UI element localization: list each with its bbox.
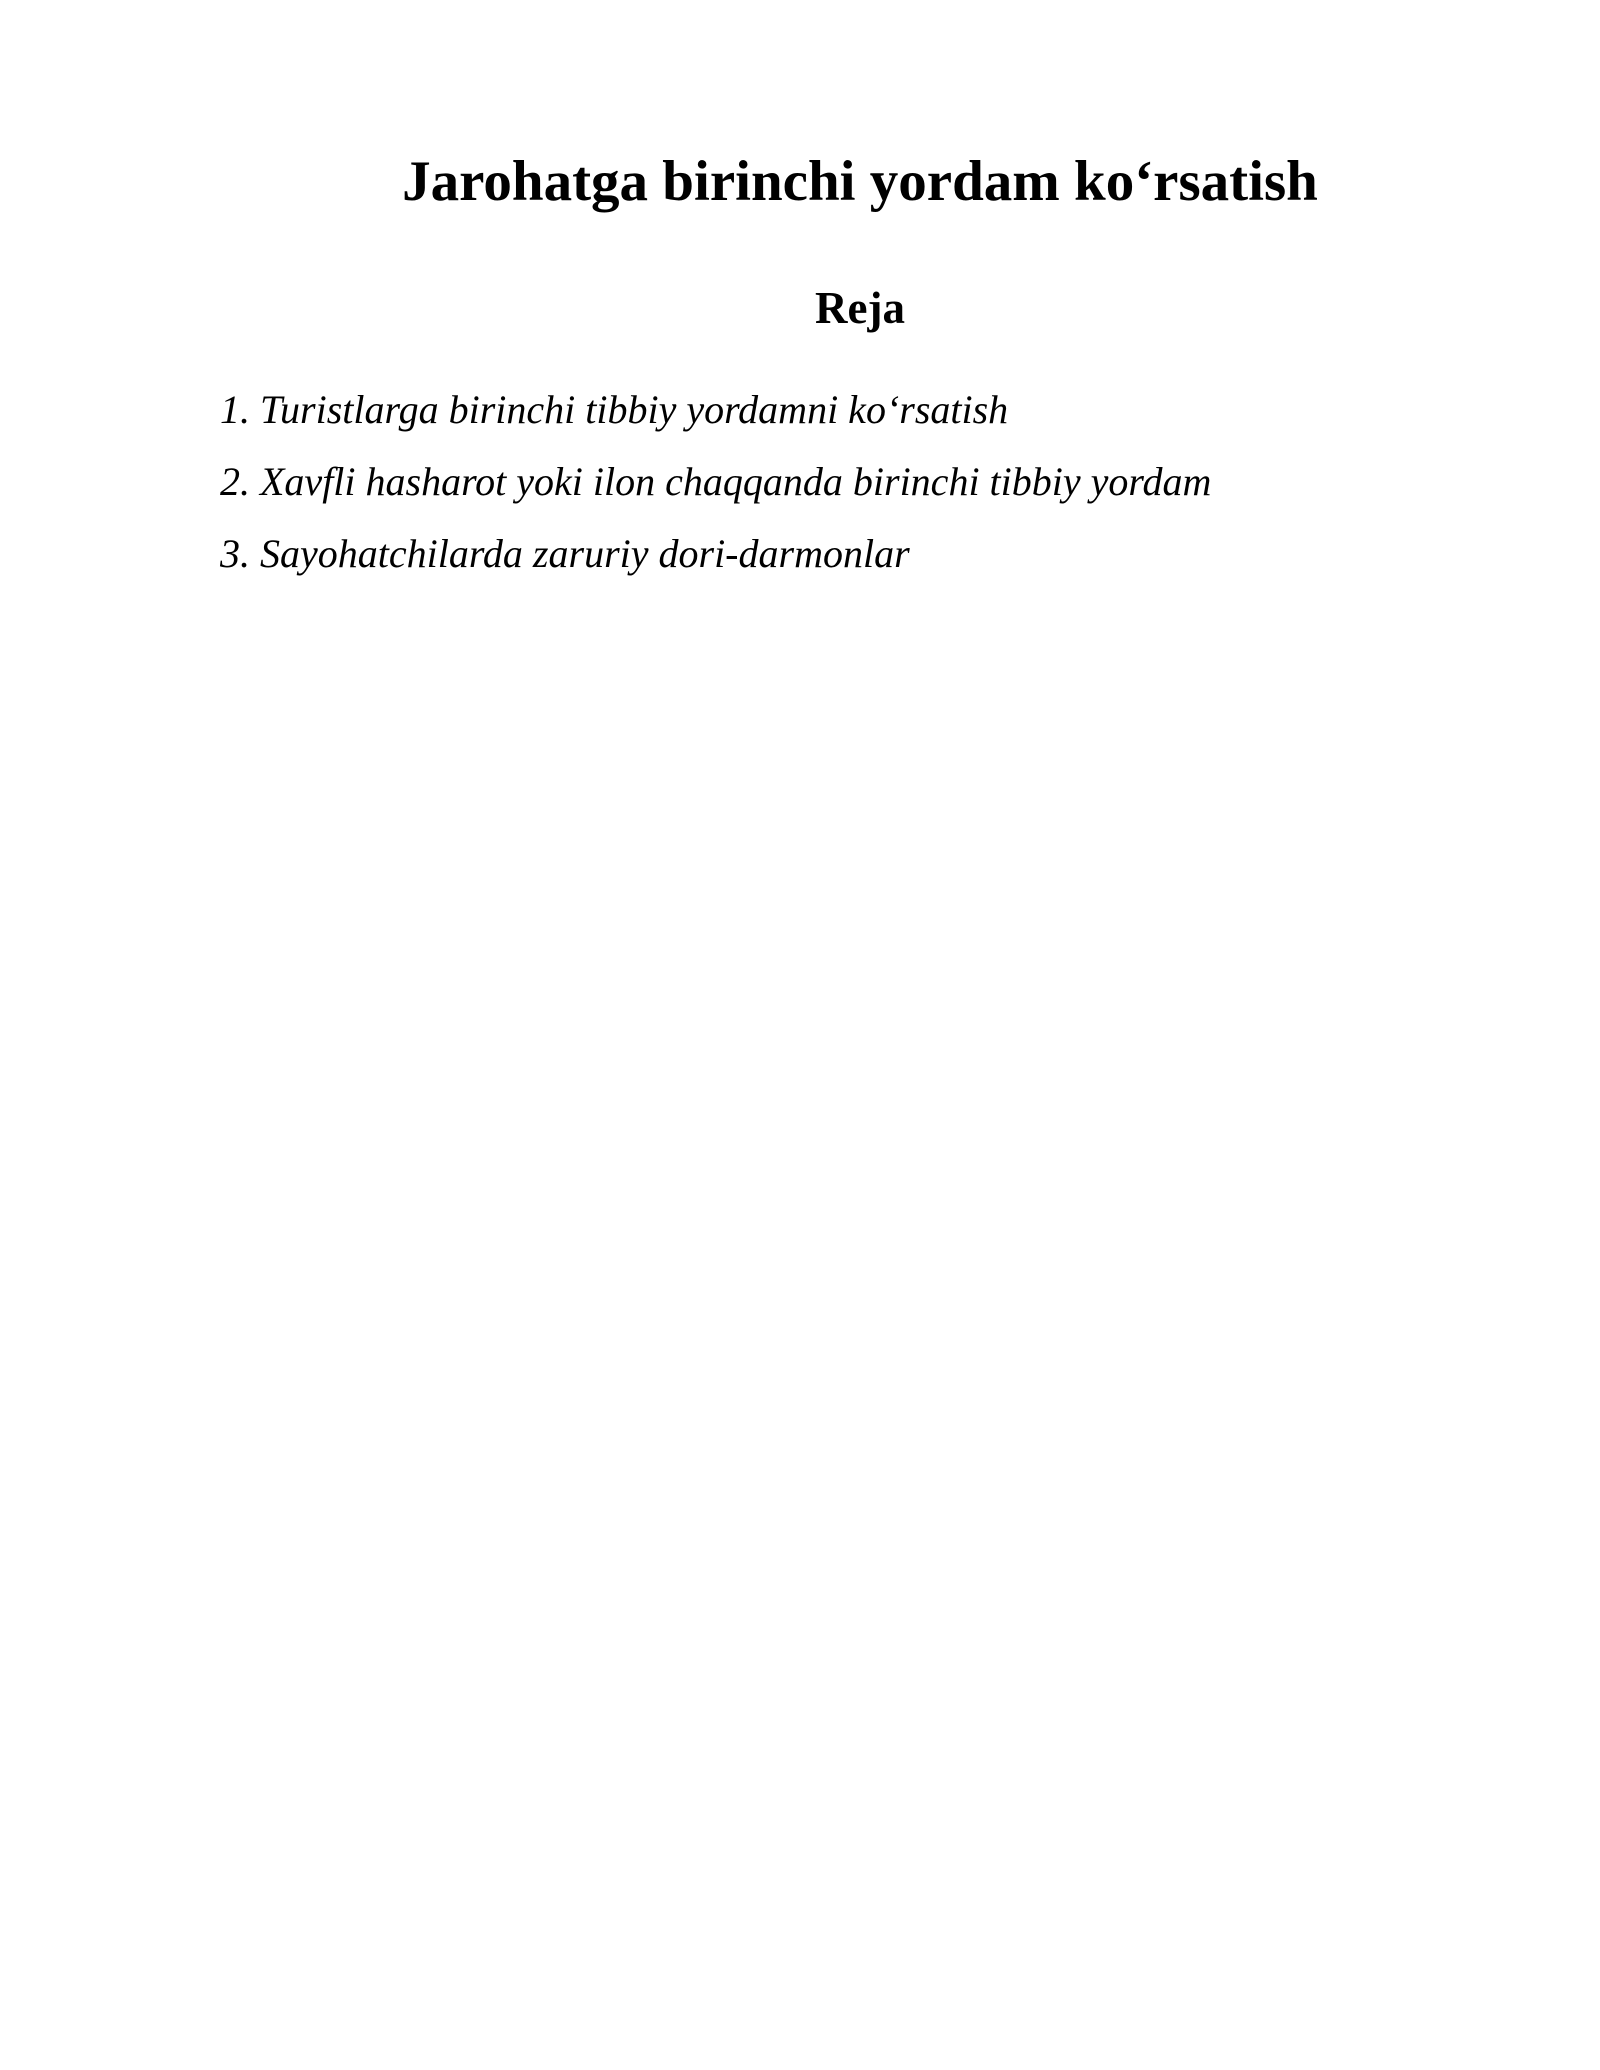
plan-item xyxy=(220,386,1211,434)
plan-item-number: 2. xyxy=(220,459,250,504)
plan-list xyxy=(220,386,1211,602)
plan-heading: Reja xyxy=(815,283,905,333)
plan-item xyxy=(220,530,1211,578)
plan-item-text: Xavfli hasharot yoki ilon chaqqanda birinchi tibbiy yordam xyxy=(260,459,1212,504)
document-title: Jarohatga birinchi yordam koʻrsatish xyxy=(402,150,1318,213)
plan-item-number: 3. xyxy=(220,531,250,576)
plan-item-text: Sayohatchilarda zaruriy dori-darmonlar xyxy=(260,531,910,576)
plan-item-number: 1. xyxy=(220,387,250,432)
plan-item xyxy=(220,458,1211,506)
plan-item-text: Turistlarga birinchi tibbiy yordamni koʻrsatish xyxy=(260,387,1009,432)
